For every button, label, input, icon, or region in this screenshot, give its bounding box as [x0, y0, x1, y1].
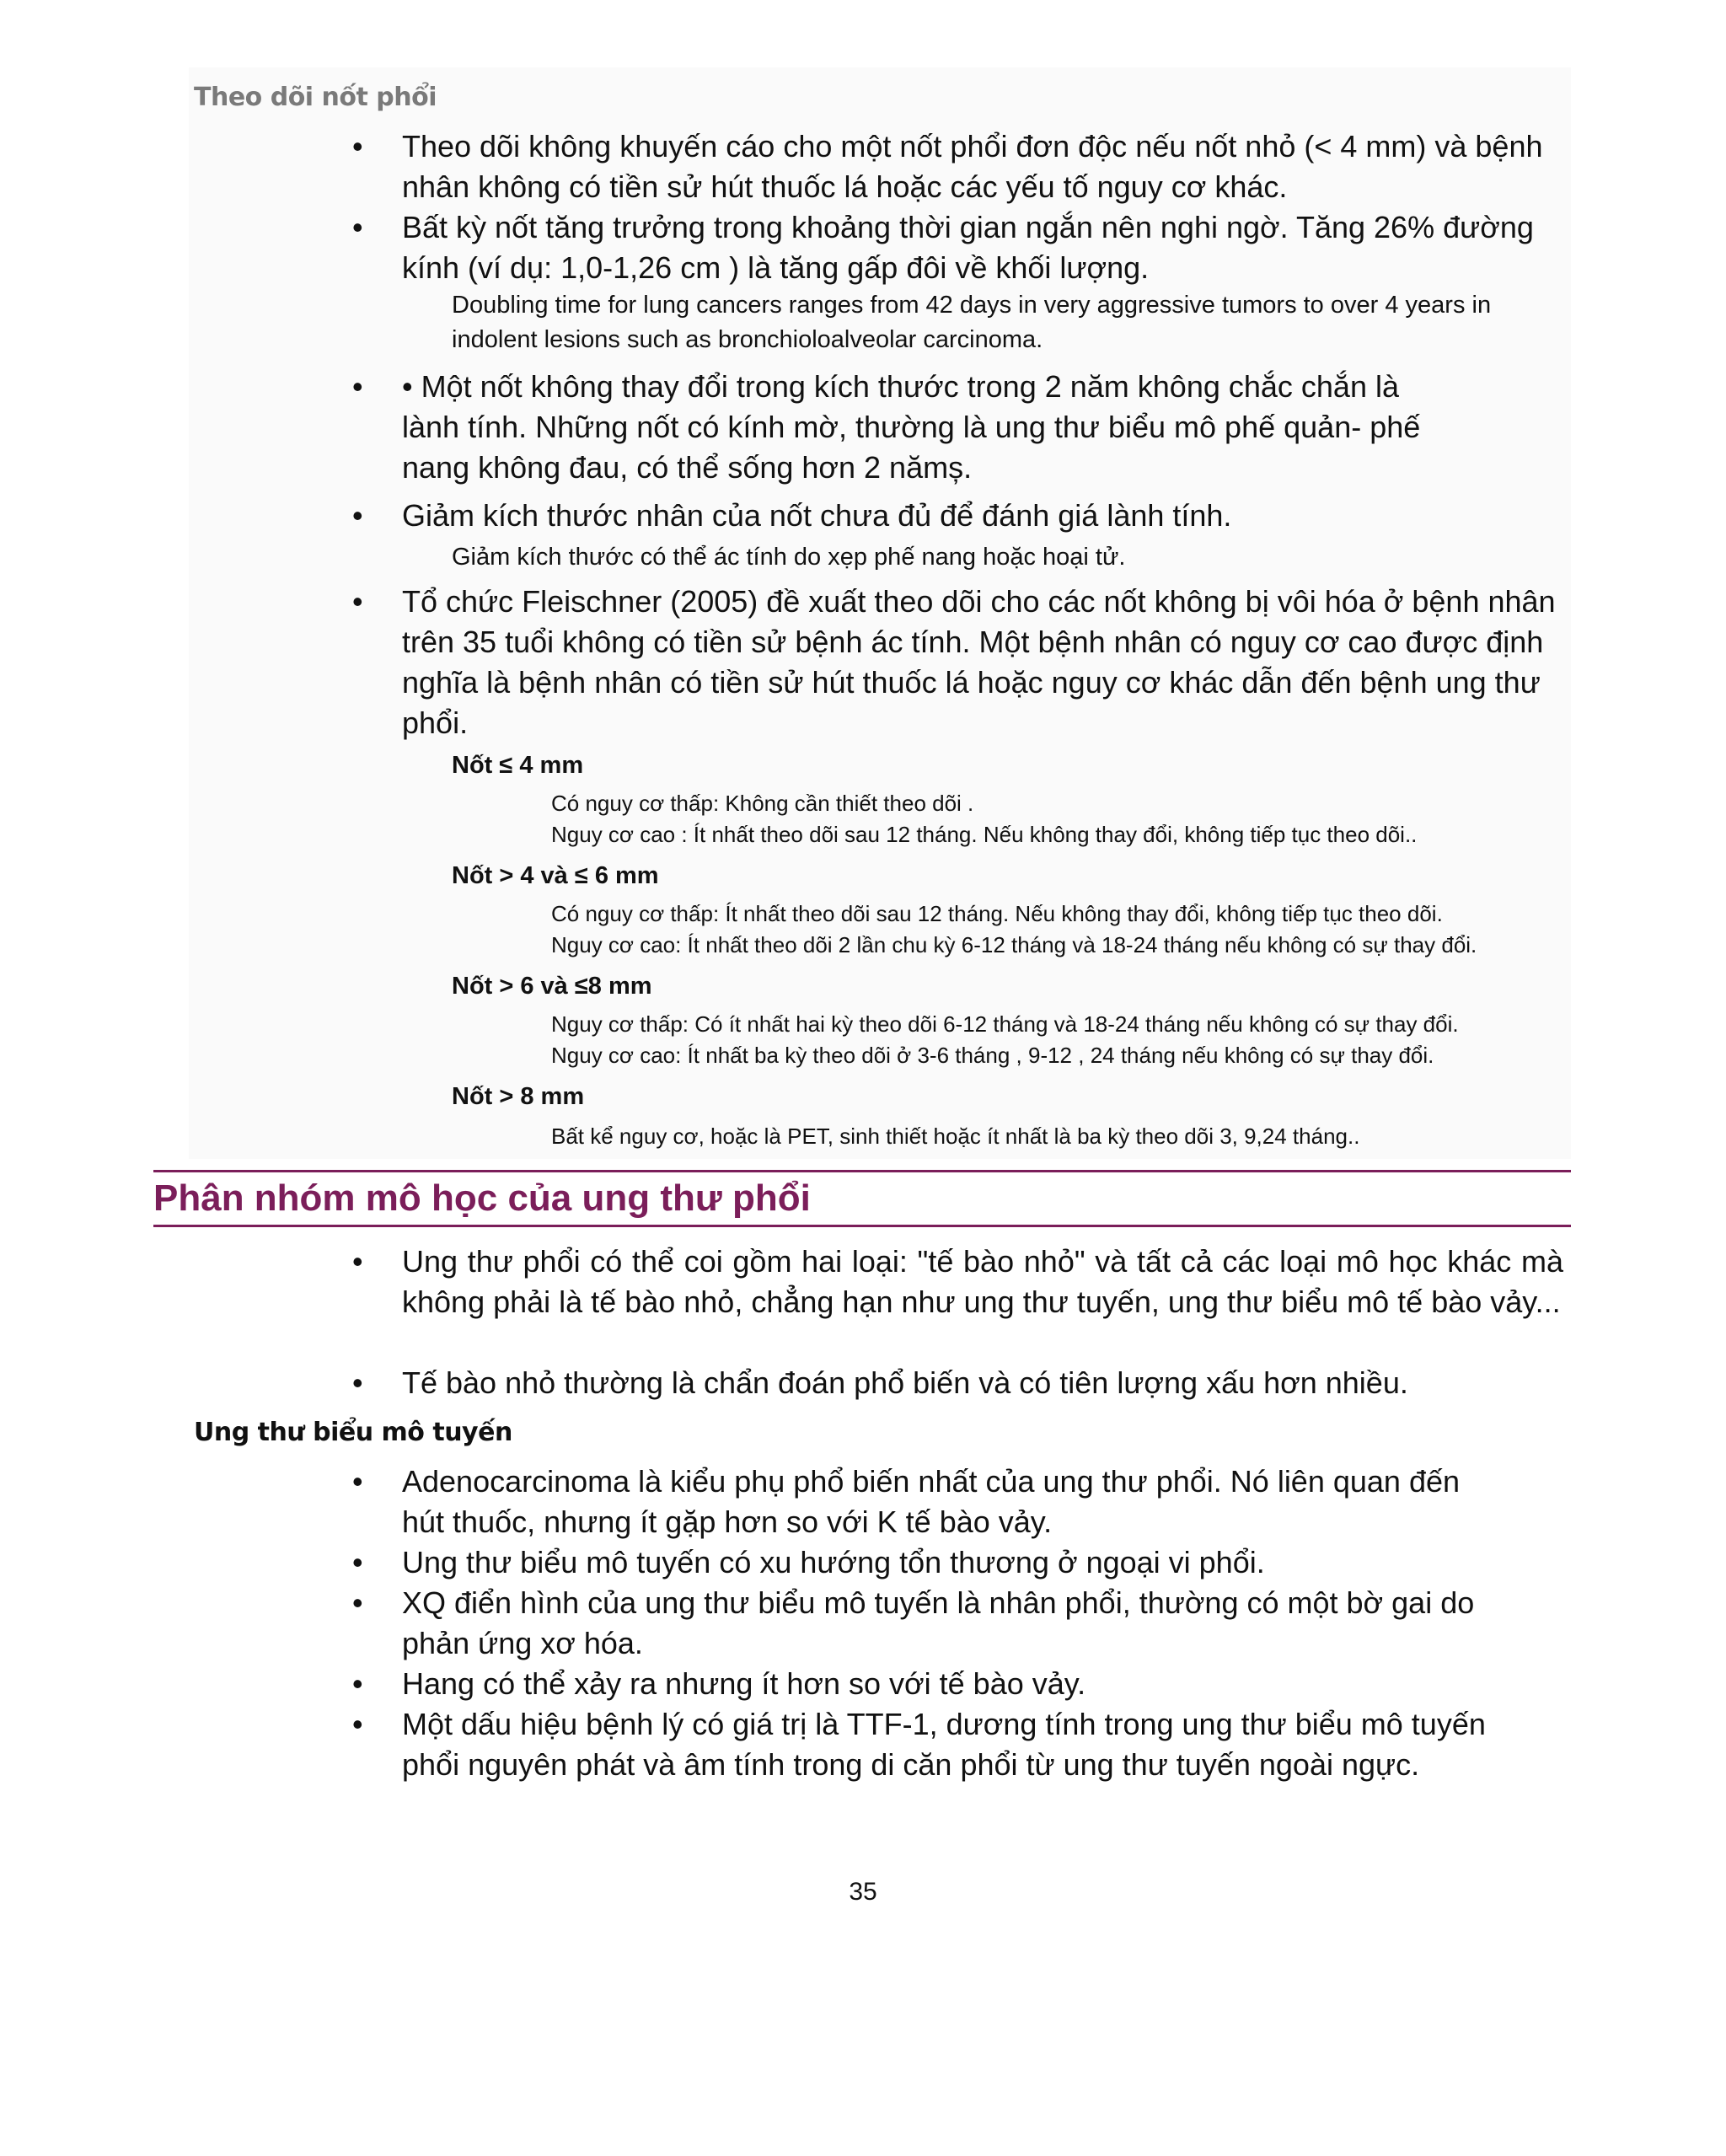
bullet-icon: •: [352, 1666, 363, 1701]
bullet-text: Bất kỳ nốt tăng trưởng trong khoảng thời gian ngắn nên nghi ngờ. Tăng 26% đường kính (ví dụ: 1,0-1,26 cm ) là tăng gấp đôi về khối lượng.: [402, 210, 1534, 285]
level-heading: Nốt > 4 và ≤ 6 mm: [452, 862, 659, 889]
section-rule-top: [153, 1170, 1571, 1172]
page-number: 35: [849, 1878, 877, 1906]
level-line: Nguy cơ cao: Ít nhất ba kỳ theo dõi ở 3-6 tháng , 9-12 , 24 tháng nếu không có sự thay đổi.: [551, 1043, 1434, 1068]
level-line: Nguy cơ cao : Ít nhất theo dõi sau 12 tháng. Nếu không thay đổi, không tiếp tục theo dõi..: [551, 822, 1418, 847]
section-rule-bottom: [153, 1225, 1571, 1227]
bullet-text: Hang có thể xảy ra nhưng ít hơn so với tế bào vảy.: [402, 1666, 1086, 1701]
level-line: Có nguy cơ thấp: Không cần thiết theo dõi .: [551, 791, 974, 816]
bullet-icon: •: [352, 210, 363, 244]
level-line: Bất kể nguy cơ, hoặc là PET, sinh thiết hoặc ít nhất là ba kỳ theo dõi 3, 9,24 tháng..: [551, 1124, 1360, 1149]
bullet-text: Tổ chức Fleischner (2005) đề xuất theo dõi cho các nốt không bị vôi hóa ở bệnh nhân trên 35 tuổi không có tiền sử bệnh ác tính. Một bệnh nhân có nguy cơ cao được định nghĩa là bệnh nhân có tiền sử hút thuốc lá hoặc nguy cơ khác dẫn đến bệnh ung thư phổi.: [402, 584, 1556, 740]
level-line: Nguy cơ thấp: Có ít nhất hai kỳ theo dõi 6-12 tháng và 18-24 tháng nếu không có sự thay đổi.: [551, 1011, 1459, 1037]
bullet-text: Theo dõi không khuyến cáo cho một nốt phổi đơn độc nếu nốt nhỏ (< 4 mm) và bệnh nhân không có tiền sử hút thuốc lá hoặc các yếu tố nguy cơ khác.: [402, 129, 1543, 204]
bullet-text: • Một nốt không thay đổi trong kích thước trong 2 năm không chắc chắn là lành tính. Những nốt có kính mờ, thường là ung thư biểu mô phế quản- phế nang không đau, có thể sống hơn 2 nămș.: [402, 369, 1421, 485]
bullet-icon: •: [352, 129, 363, 164]
level-line: Nguy cơ cao: Ít nhất theo dõi 2 lần chu kỳ 6-12 tháng và 18-24 tháng nếu không có sự thay đổi.: [551, 932, 1477, 957]
bullet-icon: •: [352, 369, 363, 404]
section-title-adenocarcinoma: Ung thư biểu mô tuyến: [194, 1418, 512, 1447]
level-line: Có nguy cơ thấp: Ít nhất theo dõi sau 12 tháng. Nếu không thay đổi, không tiếp tục theo dõi.: [551, 901, 1443, 926]
sub-note-doubling-time: Doubling time for lung cancers ranges from 42 days in very aggressive tumors to over 4 years in indolent lesions such as bronchioloalveolar carcinoma.: [452, 292, 1492, 353]
bullet-icon: •: [352, 1707, 363, 1741]
bullet-icon: •: [352, 1365, 363, 1400]
bullet-text: XQ điển hình của ung thư biểu mô tuyến là nhân phổi, thường có một bờ gai do phản ứng xơ hóa.: [402, 1585, 1475, 1660]
bullet-text: Adenocarcinoma là kiểu phụ phổ biến nhất của ung thư phổi. Nó liên quan đến hút thuốc, nhưng ít gặp hơn so với K tế bào vảy.: [402, 1464, 1461, 1539]
level-heading: Nốt > 8 mm: [452, 1083, 585, 1110]
bullet-icon: •: [352, 1585, 363, 1620]
bullet-text: Giảm kích thước nhân của nốt chưa đủ để đánh giá lành tính.: [402, 498, 1232, 533]
sub-note-size-reduction: Giảm kích thước có thể ác tính do xẹp phế nang hoặc hoại tử.: [452, 544, 1126, 571]
bullet-icon: •: [352, 584, 363, 619]
bullet-text: Tế bào nhỏ thường là chẩn đoán phổ biến và có tiên lượng xấu hơn nhiều.: [402, 1365, 1408, 1400]
bullet-text: Ung thư phổi có thể coi gồm hai loại: "tế bào nhỏ" và tất cả các loại mô học khác mà không phải là tế bào nhỏ, chẳng hạn như ung thư tuyến, ung thư biểu mô tế bào vảy...: [402, 1244, 1563, 1319]
bullet-icon: •: [352, 1545, 363, 1579]
level-heading: Nốt ≤ 4 mm: [452, 752, 584, 779]
bullet-text: Một dấu hiệu bệnh lý có giá trị là TTF-1, dương tính trong ung thư biểu mô tuyến phổi nguyên phát và âm tính trong di căn phổi từ ung thư tuyến ngoài ngực.: [402, 1707, 1486, 1782]
bullet-icon: •: [352, 1464, 363, 1499]
bullet-icon: •: [352, 498, 363, 533]
section-title-nodule-followup: Theo dõi nốt phổi: [194, 83, 437, 112]
section-heading-histology: Phân nhóm mô học của ung thư phổi: [153, 1177, 811, 1219]
level-heading: Nốt > 6 và ≤8 mm: [452, 973, 652, 1000]
bullet-text: Ung thư biểu mô tuyến có xu hướng tổn thương ở ngoại vi phổi.: [402, 1545, 1265, 1579]
bullet-icon: •: [352, 1244, 363, 1279]
